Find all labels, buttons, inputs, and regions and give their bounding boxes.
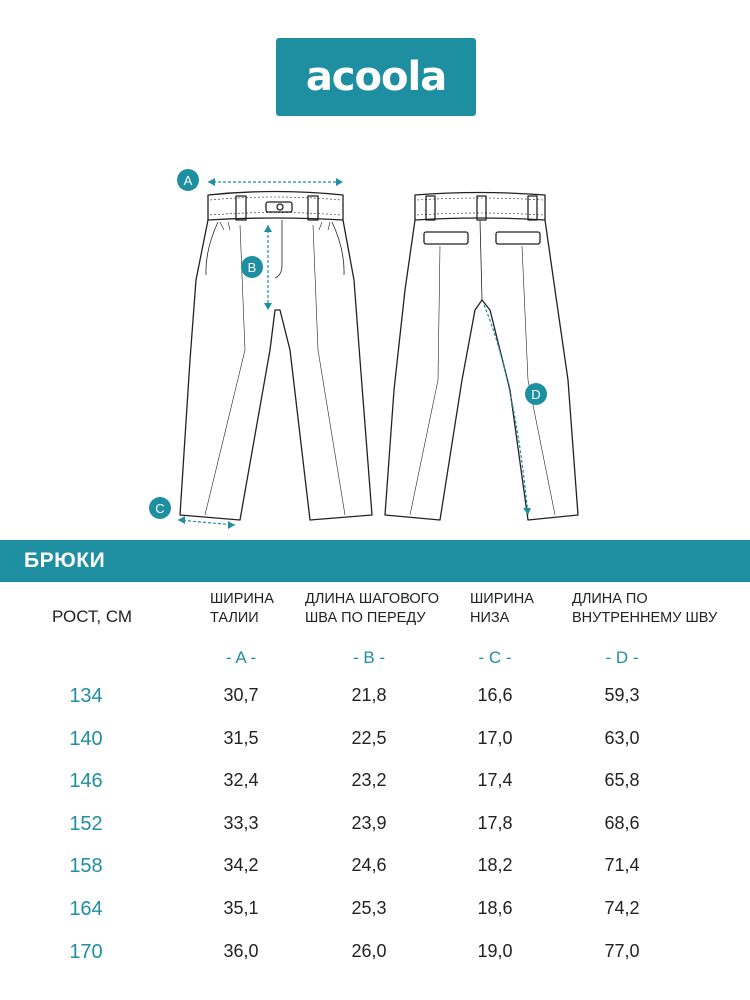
value-cell-a: 33,3 bbox=[223, 812, 259, 833]
value-cell-d: 63,0 bbox=[604, 727, 640, 748]
marker-d bbox=[525, 383, 547, 405]
column-header-a-line2: ТАЛИИ bbox=[210, 610, 259, 626]
column-header-a-line1: ШИРИНА bbox=[210, 591, 274, 607]
value-cell-a: 31,5 bbox=[223, 727, 259, 748]
value-cell-d: 68,6 bbox=[604, 812, 640, 833]
column-header-b bbox=[305, 590, 439, 628]
svg-text:A: A bbox=[183, 173, 193, 188]
column-letter-a: - A - bbox=[225, 648, 257, 667]
size-cell: 158 bbox=[69, 855, 103, 878]
value-cell-c: 16,6 bbox=[477, 685, 513, 705]
column-letter-d: - D - bbox=[605, 648, 639, 667]
value-cell-b: 26,0 bbox=[351, 940, 387, 961]
table-row bbox=[0, 728, 750, 758]
size-cell: 170 bbox=[69, 940, 103, 963]
column-header-d-line2: ВНУТРЕННЕМУ ШВУ bbox=[572, 610, 718, 626]
value-cell-d: 65,8 bbox=[604, 770, 640, 791]
table-row bbox=[0, 685, 750, 715]
value-cell-b: 25,3 bbox=[351, 898, 387, 918]
table-row bbox=[0, 770, 750, 800]
back-view bbox=[385, 193, 578, 521]
trousers-diagram bbox=[0, 150, 750, 540]
column-letter-b: - B - bbox=[352, 648, 386, 667]
size-cell: 152 bbox=[69, 812, 103, 835]
column-letter-c: - C - bbox=[478, 648, 512, 667]
size-cell: 146 bbox=[69, 770, 103, 793]
section-banner bbox=[0, 540, 750, 582]
marker-c bbox=[149, 497, 171, 519]
value-cell-b: 24,6 bbox=[351, 855, 387, 876]
value-cell-c: 17,8 bbox=[477, 812, 513, 833]
table-row bbox=[0, 855, 750, 885]
value-cell-a: 34,2 bbox=[223, 855, 259, 876]
value-cell-b: 23,2 bbox=[351, 770, 387, 791]
front-view bbox=[180, 192, 372, 521]
column-header-c-line1: ШИРИНА bbox=[470, 591, 534, 607]
column-header-c bbox=[470, 590, 534, 628]
marker-a bbox=[177, 169, 199, 191]
value-cell-a: 35,1 bbox=[223, 898, 259, 918]
size-cell: 134 bbox=[69, 685, 103, 707]
value-cell-a: 30,7 bbox=[223, 685, 259, 705]
brand-logo bbox=[276, 38, 476, 116]
svg-text:D: D bbox=[531, 387, 541, 402]
svg-text:B: B bbox=[247, 260, 257, 275]
logo-text: acoola bbox=[305, 54, 447, 100]
value-cell-d: 71,4 bbox=[604, 855, 640, 876]
value-cell-d: 77,0 bbox=[604, 940, 640, 961]
value-cell-b: 22,5 bbox=[351, 727, 387, 748]
value-cell-c: 17,4 bbox=[477, 770, 513, 791]
table-row bbox=[0, 898, 750, 928]
value-cell-c: 17,0 bbox=[477, 727, 513, 748]
table-row bbox=[0, 813, 750, 843]
section-title: БРЮКИ bbox=[24, 549, 106, 572]
column-header-c-line2: НИЗА bbox=[470, 610, 510, 626]
marker-b bbox=[241, 256, 263, 278]
size-cell: 140 bbox=[69, 727, 103, 750]
column-header-b-line2: ШВА ПО ПЕРЕДУ bbox=[305, 610, 426, 626]
column-header-b-line1: ДЛИНА ШАГОВОГО bbox=[305, 591, 439, 607]
value-cell-d: 74,2 bbox=[604, 898, 640, 918]
value-cell-a: 36,0 bbox=[223, 940, 259, 961]
value-cell-c: 19,0 bbox=[477, 940, 513, 961]
table-row bbox=[0, 941, 750, 971]
value-cell-a: 32,4 bbox=[223, 770, 259, 791]
svg-text:C: C bbox=[155, 501, 165, 516]
value-cell-b: 23,9 bbox=[351, 812, 387, 833]
value-cell-c: 18,6 bbox=[477, 898, 513, 918]
column-header-d bbox=[572, 590, 717, 628]
value-cell-d: 59,3 bbox=[604, 685, 640, 705]
value-cell-c: 18,2 bbox=[477, 855, 513, 876]
value-cell-b: 21,8 bbox=[351, 685, 387, 705]
size-cell: 164 bbox=[69, 898, 103, 920]
row-header: РОСТ, СМ bbox=[52, 607, 133, 626]
column-header-a bbox=[210, 590, 274, 628]
column-header-d-line1: ДЛИНА ПО bbox=[572, 591, 648, 607]
